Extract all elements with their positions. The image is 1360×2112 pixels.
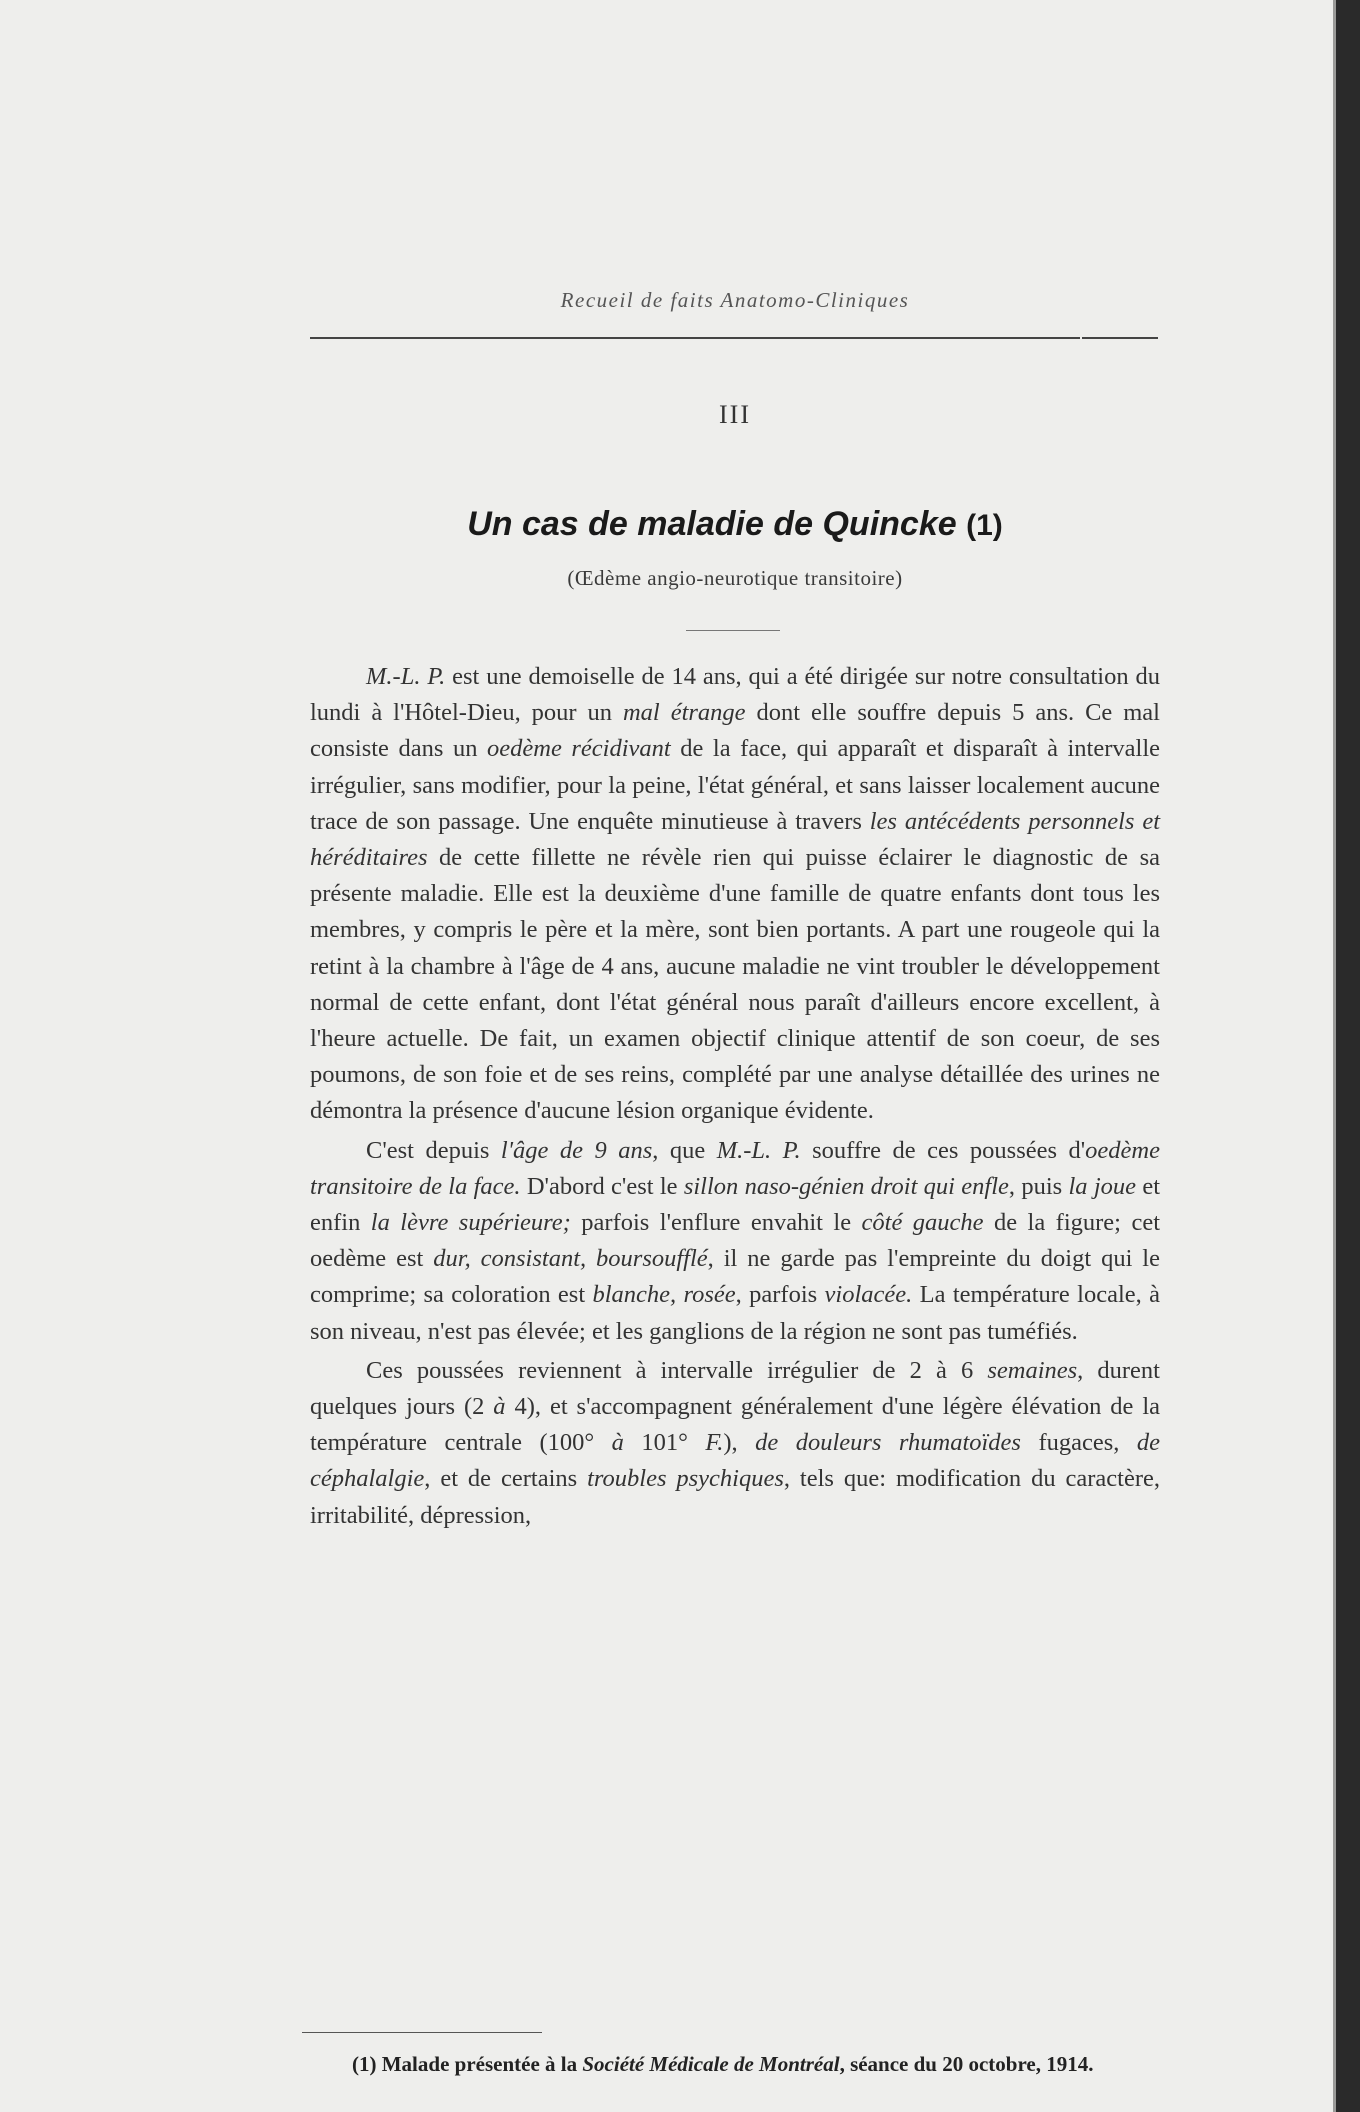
- text-run: D'abord c'est le: [520, 1172, 684, 1200]
- italic-text-run: les antécédents personnels et héréditaires: [310, 807, 1160, 872]
- text-run: , que: [652, 1136, 717, 1164]
- text-run: de la figure; cet oedème est: [310, 1209, 1160, 1273]
- italic-text-run: violacée.: [824, 1281, 913, 1309]
- text-run: C'est depuis: [366, 1136, 501, 1164]
- text-run: souffre de ces poussées d': [800, 1136, 1086, 1164]
- italic-text-run: blanche, rosée: [592, 1281, 736, 1309]
- header-rule-short: [1082, 337, 1158, 339]
- text-run: Ces poussées reviennent à intervalle irrégulier de 2 à 6: [366, 1356, 988, 1384]
- italic-text-run: de céphalalgie: [310, 1429, 1160, 1493]
- italic-text-run: à: [493, 1393, 506, 1421]
- title-separator-rule: [686, 630, 780, 631]
- text-run: , il ne garde pas l'empreinte du doigt qui le comprime; sa coloration est: [310, 1245, 1160, 1309]
- text-run: est une demoiselle de 14 ans, qui a été dirigée sur notre consultation du lundi à l'Hôtel-Dieu, pour un: [310, 663, 1160, 727]
- footnote-rule: [302, 2032, 542, 2033]
- italic-text-run: sillon naso-génien droit qui enfle: [683, 1172, 1009, 1200]
- italic-text-run: M.-L. P.: [716, 1136, 801, 1164]
- italic-text-run: dur, consistant, boursoufflé: [433, 1245, 708, 1273]
- text-run: de cette fillette ne révèle rien qui puisse éclairer le diagnostic de sa présente maladie. Elle est la deuxième d'une famille de quatre enfants dont tous les membres, y compris le père et la mère, sont bien portants. A part une rougeole qui la retint à la chambre à l'âge de 4 ans, aucune maladie ne vint troubler le développement normal de cette enfant, dont l'état général nous paraît d'ailleurs encore excellent, à l'heure actuelle. De fait, un examen objectif clinique attentif de son coeur, de ses poumons, de son foie et de ses reins, complété par une analyse détaillée des urines ne démontra la présence d'aucune lésion organique évidente.: [310, 844, 1160, 1125]
- article-title-text: Un cas de maladie de Quincke: [467, 505, 957, 543]
- italic-text-run: M.-L. P.: [366, 663, 446, 690]
- italic-text-run: la joue: [1068, 1172, 1137, 1200]
- text-run: La température locale, à son niveau, n'est pas élevée; et les ganglions de la région ne sont pas tuméfiés.: [310, 1281, 1160, 1345]
- text-run: , parfois: [735, 1281, 825, 1309]
- text-run: de la face, qui apparaît et disparaît à intervalle irrégulier, sans modifier, pour la peine, l'état général, et sans laisser localement aucune trace de son passage. Une enquête minutieuse à travers: [310, 735, 1160, 835]
- italic-text-run: à: [611, 1429, 624, 1457]
- text-run: dont elle souffre depuis 5 ans. Ce mal consiste dans un: [310, 699, 1160, 763]
- italic-text-run: l'âge de 9 ans: [500, 1136, 653, 1164]
- text-run: (1) Malade présentée à la: [352, 2052, 583, 2076]
- italic-text-run: oedème transitoire de la face.: [310, 1136, 1160, 1200]
- italic-text-run: Société Médicale de Montréal: [582, 2052, 840, 2076]
- italic-text-run: F.: [705, 1429, 724, 1457]
- running-head: Recueil de faits Anatomo-Cliniques: [560, 288, 910, 312]
- article-title: [310, 505, 1160, 544]
- section-number: III: [719, 400, 751, 429]
- article-body: [310, 659, 1160, 1537]
- body-paragraph: [310, 659, 1160, 1130]
- text-run: , puis: [1008, 1172, 1069, 1200]
- body-paragraph: [310, 1133, 1160, 1350]
- italic-text-run: de douleurs rhumatoïdes: [755, 1429, 1021, 1457]
- text-run: , séance du 20 octobre, 1914.: [839, 2052, 1094, 2076]
- italic-text-run: mal étrange: [622, 699, 746, 727]
- footnote: [310, 2052, 1160, 2077]
- text-run: fugaces,: [1020, 1429, 1137, 1457]
- text-run: et enfin: [310, 1172, 1160, 1237]
- text-run: , durent quelques jours (2: [310, 1356, 1160, 1421]
- text-run: , et de certains: [424, 1465, 588, 1493]
- italic-text-run: oedème récidivant: [487, 735, 671, 763]
- italic-text-run: semaines: [987, 1356, 1078, 1384]
- footnote-marker: (1): [966, 509, 1003, 542]
- text-run: 4), et s'accompagnent généralement d'une légère élévation de la température centrale (100°: [310, 1393, 1161, 1457]
- text-run: 101°: [623, 1429, 706, 1457]
- text-run: , tels que: modification du caractère, irritabilité, dépression,: [310, 1465, 1160, 1529]
- header-rule: [310, 337, 1080, 339]
- text-run: parfois l'enflure envahit le: [570, 1209, 862, 1237]
- italic-text-run: la lèvre supérieure;: [370, 1209, 571, 1237]
- article-subtitle: (Œdème angio-neurotique transitoire): [567, 566, 903, 590]
- body-paragraph: [310, 1353, 1160, 1534]
- italic-text-run: troubles psychiques: [587, 1465, 784, 1493]
- italic-text-run: côté gauche: [861, 1209, 984, 1237]
- text-run: ),: [723, 1429, 756, 1457]
